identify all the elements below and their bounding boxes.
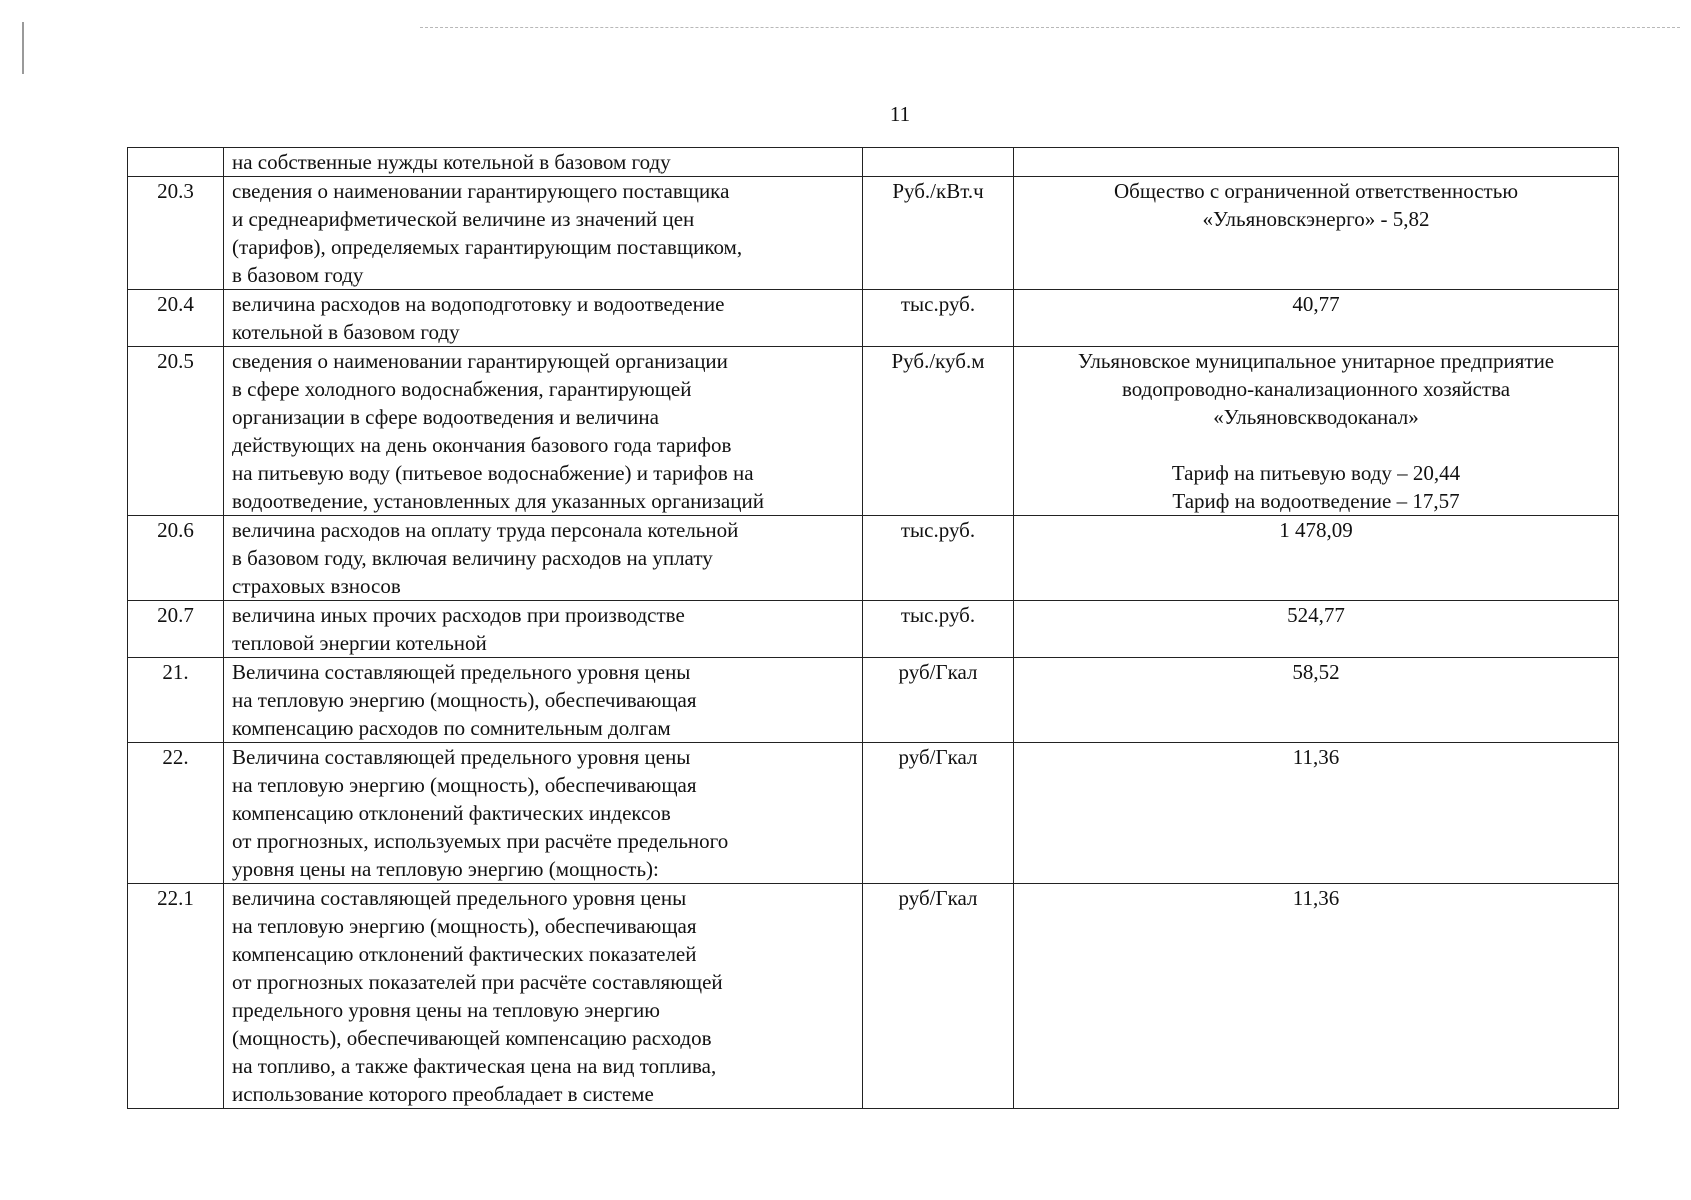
row-number: 20.7 [157, 603, 194, 627]
row-value-cell [1014, 516, 1619, 601]
row-description-cell [224, 516, 863, 601]
value-line: «Ульяновскводоканал» [1213, 405, 1419, 429]
row-description-cell [224, 347, 863, 516]
row-value-cell [1014, 601, 1619, 658]
description-line: в сфере холодного водоснабжения, гарантирующей [232, 377, 692, 401]
tariff-table-body [128, 148, 1619, 1109]
description-line: действующих на день окончания базового года тарифов [232, 433, 732, 457]
table-row [128, 347, 1619, 516]
row-description-cell [224, 601, 863, 658]
row-number: 20.3 [157, 179, 194, 203]
row-number-cell [128, 601, 224, 658]
description-line: на топливо, а также фактическая цена на вид топлива, [232, 1054, 717, 1078]
row-unit-cell [863, 516, 1014, 601]
scan-margin-mark [22, 22, 24, 74]
table-row [128, 601, 1619, 658]
row-number: 22. [162, 745, 189, 769]
value-line: 1 478,09 [1279, 518, 1353, 542]
row-number-cell [128, 177, 224, 290]
table-row [128, 148, 1619, 177]
description-line: уровня цены на тепловую энергию (мощность): [232, 857, 659, 881]
description-line: на питьевую воду (питьевое водоснабжение) и тарифов на [232, 461, 754, 485]
unit-text: Руб./кВт.ч [892, 179, 984, 203]
row-unit-cell [863, 290, 1014, 347]
description-line: предельного уровня цены на тепловую энергию [232, 998, 660, 1022]
description-line: сведения о наименовании гарантирующей организации [232, 349, 728, 373]
unit-text: тыс.руб. [900, 518, 976, 542]
row-value-cell [1014, 347, 1619, 516]
row-description-cell [224, 148, 863, 177]
description-line: компенсацию отклонений фактических индексов [232, 801, 671, 825]
description-line: использование которого преобладает в системе [232, 1082, 654, 1106]
unit-text: руб/Гкал [898, 745, 978, 769]
description-line: в базовом году [232, 263, 364, 287]
description-line: величина расходов на водоподготовку и водоотведение [232, 292, 725, 316]
value-line: 524,77 [1287, 603, 1345, 627]
row-description-cell [224, 658, 863, 743]
unit-text: тыс.руб. [900, 292, 976, 316]
row-unit-cell [863, 658, 1014, 743]
value-line: 11,36 [1292, 886, 1340, 910]
row-number-cell [128, 743, 224, 884]
row-unit-cell [863, 743, 1014, 884]
row-number: 21. [162, 660, 189, 684]
table-row [128, 290, 1619, 347]
row-value-cell [1014, 148, 1619, 177]
row-description-cell [224, 290, 863, 347]
row-value-cell [1014, 658, 1619, 743]
value-line: Тариф на питьевую воду – 20,44 [1171, 461, 1461, 485]
row-description-cell [224, 177, 863, 290]
row-number: 20.4 [157, 292, 194, 316]
description-line: компенсацию отклонений фактических показателей [232, 942, 697, 966]
table-row [128, 516, 1619, 601]
description-line: величина составляющей предельного уровня цены [232, 886, 687, 910]
row-number-cell [128, 290, 224, 347]
value-line: 58,52 [1292, 660, 1340, 684]
row-value-cell [1014, 743, 1619, 884]
unit-text: тыс.руб. [900, 603, 976, 627]
description-line: (мощность), обеспечивающей компенсацию расходов [232, 1026, 712, 1050]
description-line: сведения о наименовании гарантирующего поставщика [232, 179, 730, 203]
table-row [128, 884, 1619, 1109]
row-value-cell [1014, 884, 1619, 1109]
description-line: (тарифов), определяемых гарантирующим поставщиком, [232, 235, 743, 259]
row-unit-cell [863, 148, 1014, 177]
row-number-cell [128, 516, 224, 601]
description-line: на тепловую энергию (мощность), обеспечивающая [232, 688, 697, 712]
value-line: Ульяновское муниципальное унитарное предприятие [1077, 349, 1555, 373]
description-line: на собственные нужды котельной в базовом году [232, 150, 671, 174]
description-line: Величина составляющей предельного уровня цены [232, 660, 691, 684]
description-line: на тепловую энергию (мощность), обеспечивающая [232, 773, 697, 797]
row-number: 20.5 [157, 349, 194, 373]
table-row [128, 743, 1619, 884]
scan-top-line [420, 27, 1680, 28]
unit-text: руб/Гкал [898, 886, 978, 910]
row-description-cell [224, 743, 863, 884]
description-line: водоотведение, установленных для указанных организаций [232, 489, 764, 513]
value-line: «Ульяновскэнерго» - 5,82 [1202, 207, 1430, 231]
row-unit-cell [863, 601, 1014, 658]
tariff-table [127, 147, 1619, 1109]
description-line: в базовом году, включая величину расходов на уплату [232, 546, 713, 570]
description-line: и среднеарифметической величине из значений цен [232, 207, 695, 231]
description-line: Величина составляющей предельного уровня цены [232, 745, 691, 769]
row-unit-cell [863, 347, 1014, 516]
row-unit-cell [863, 884, 1014, 1109]
unit-text: руб/Гкал [898, 660, 978, 684]
value-line: 11,36 [1292, 745, 1340, 769]
description-line: компенсацию расходов по сомнительным долгам [232, 716, 671, 740]
description-line: величина расходов на оплату труда персонала котельной [232, 518, 739, 542]
description-line: организации в сфере водоотведения и величина [232, 405, 659, 429]
description-line: величина иных прочих расходов при производстве [232, 603, 685, 627]
row-number: 22.1 [157, 886, 194, 910]
row-number-cell [128, 347, 224, 516]
row-value-cell [1014, 290, 1619, 347]
description-line: тепловой энергии котельной [232, 631, 487, 655]
value-line: 40,77 [1292, 292, 1340, 316]
page-number: 11 [889, 102, 911, 126]
row-description-cell [224, 884, 863, 1109]
description-line: страховых взносов [232, 574, 401, 598]
value-line: водопроводно-канализационного хозяйства [1121, 377, 1511, 401]
description-line: котельной в базовом году [232, 320, 460, 344]
value-line: Тариф на водоотведение – 17,57 [1172, 489, 1460, 513]
row-number-cell [128, 148, 224, 177]
value-line: Общество с ограниченной ответственностью [1113, 179, 1519, 203]
row-number: 20.6 [157, 518, 194, 542]
description-line: от прогнозных, используемых при расчёте предельного [232, 829, 729, 853]
unit-text: Руб./куб.м [891, 349, 985, 373]
table-row [128, 177, 1619, 290]
description-line: от прогнозных показателей при расчёте составляющей [232, 970, 723, 994]
description-line: на тепловую энергию (мощность), обеспечивающая [232, 914, 697, 938]
row-number-cell [128, 884, 224, 1109]
table-row [128, 658, 1619, 743]
row-value-cell [1014, 177, 1619, 290]
row-number-cell [128, 658, 224, 743]
row-unit-cell [863, 177, 1014, 290]
value-gap [1014, 431, 1618, 459]
